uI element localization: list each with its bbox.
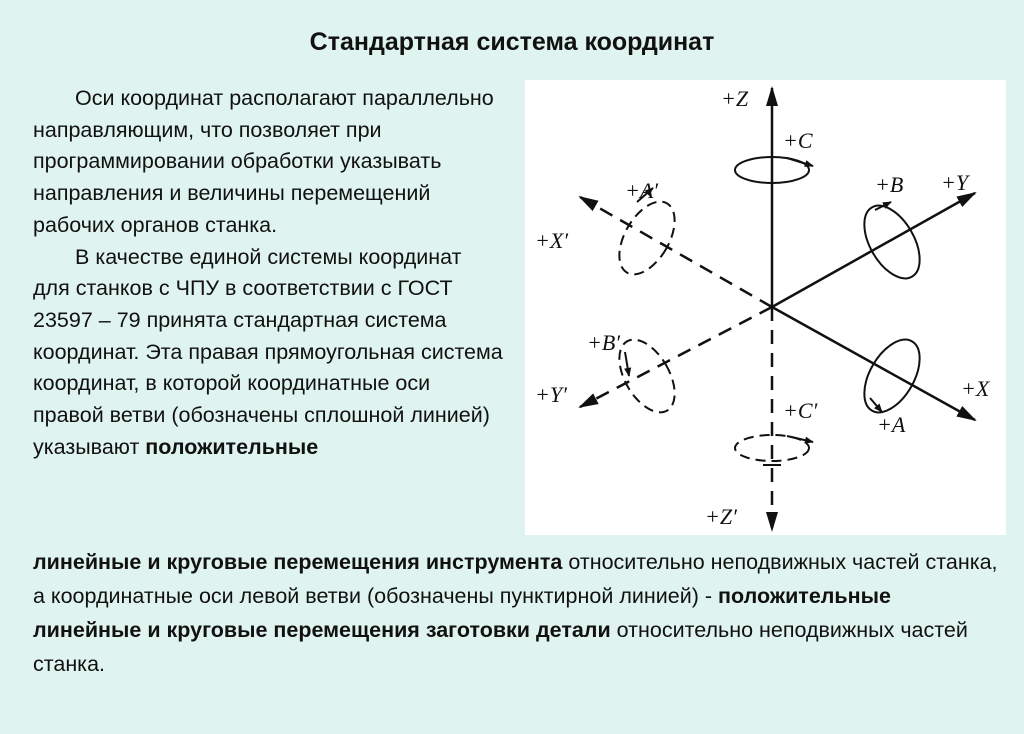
bold-phrase-2: линейные и круговые перемещения инструмента [33,550,563,574]
label-b: +B [875,172,904,197]
rotation-a [853,330,931,421]
label-c-prime: +C′ [783,398,818,423]
text-segment-1: относительно неподвижных частей станка, а координатные оси левой ветви (обозначены пунктирной линией) - [33,550,998,608]
label-x: +X [961,376,990,401]
label-z-prime: +Z′ [705,504,737,529]
coordinate-diagram [525,80,1006,535]
rotation-b [853,196,931,287]
rotation-c-prime-arrow [787,436,813,442]
label-x-prime: +X′ [535,228,569,253]
axis-y [772,193,975,307]
axis-y-prime [580,307,772,407]
bold-phrase-1: положительные [145,434,319,459]
label-y-prime: +Y′ [535,382,567,407]
coordinate-diagram-svg [525,80,1006,535]
label-z: +Z [721,86,749,111]
paragraph-2 [33,242,503,464]
rotation-c-arrow [787,158,813,166]
label-a: +A [877,412,906,437]
label-c: +C [783,128,813,153]
rotation-a-prime [608,192,686,283]
text-segment-2: относительно неподвижных частей станка. [33,618,968,676]
label-a-prime: +A′ [625,178,659,203]
rotation-b-prime-arrow [625,352,629,376]
label-b-prime: +B′ [587,330,621,355]
text-column [33,83,503,463]
label-y: +Y [941,170,969,195]
bold-phrase-3: положительные линейные и круговые перемещения заготовки детали [33,584,891,642]
paragraph-1: Оси координат располагают параллельно направляющим, что позволяет при программировании обработки указывать направления и величины перемещений рабочих органов станка. [33,86,494,237]
page-title: Стандартная система координат [309,28,715,56]
text-continuation [33,545,1003,681]
axis-x-prime [580,197,772,307]
paragraph-2-text: В качестве единой системы координат для станков с ЧПУ в соответствии с ГОСТ 23597 – 79 принята стандартная система координат. Эта правая прямоугольная система координат, в которой координатные оси правой ветви (обозначены сплошной линией) указывают [33,244,503,459]
